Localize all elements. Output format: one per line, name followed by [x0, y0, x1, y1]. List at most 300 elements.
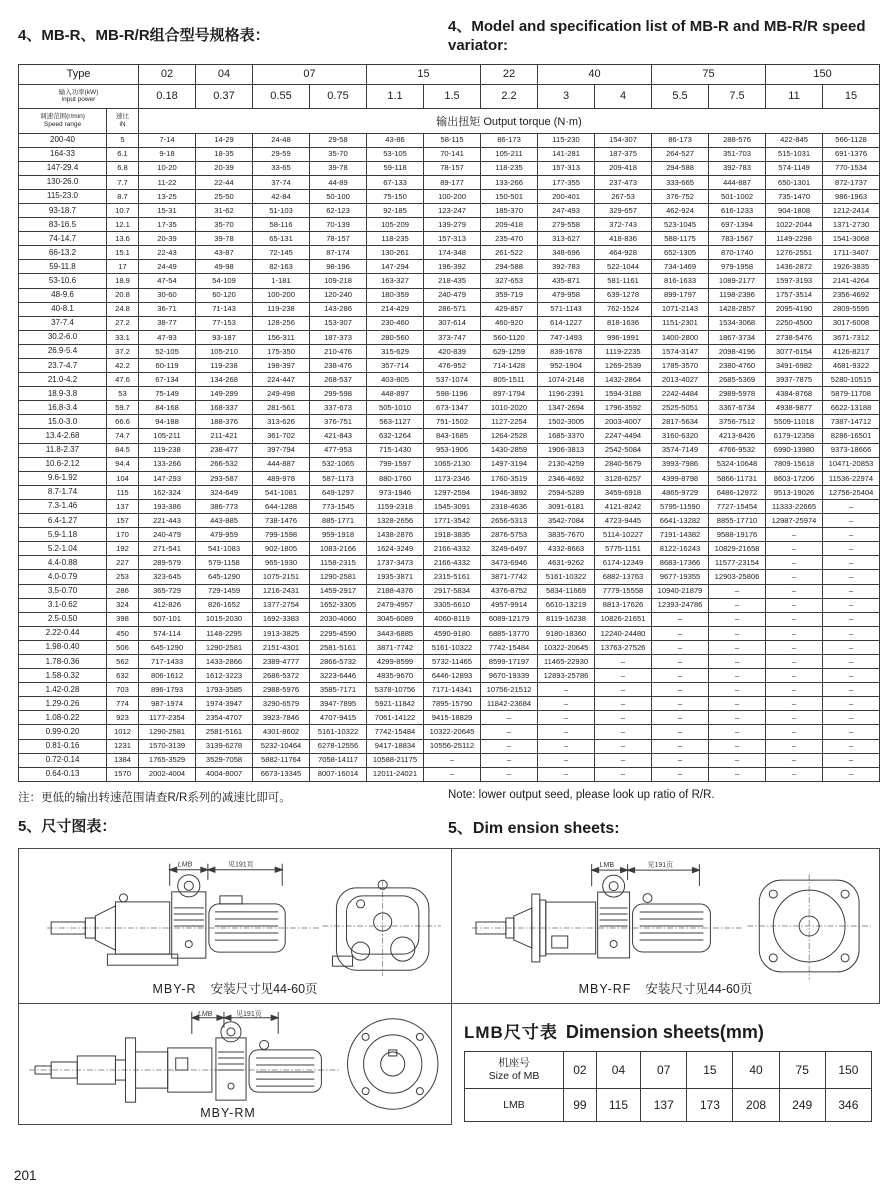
torque-cell: 5378-10756 [367, 683, 424, 697]
speed-range-cell: 130-26.0 [19, 175, 107, 189]
dim-lmb-label: LMB [599, 861, 614, 869]
power-value: 4 [595, 84, 652, 108]
torque-cell: – [766, 584, 823, 598]
torque-cell: 587-1173 [310, 471, 367, 485]
type-col: 02 [139, 64, 196, 84]
torque-cell: – [652, 767, 709, 781]
torque-cell: 3491-6982 [766, 359, 823, 373]
torque-cell: 477-953 [310, 443, 367, 457]
torque-cell: 72-145 [253, 246, 310, 260]
torque-cell: 714-1428 [481, 359, 538, 373]
type-col: 04 [196, 64, 253, 84]
torque-cell: – [538, 683, 595, 697]
lmb-row-label: LMB [465, 1088, 564, 1121]
spec-row [19, 147, 880, 161]
spec-row [19, 274, 880, 288]
torque-cell: 1433-2866 [196, 654, 253, 668]
torque-cell: 522-1044 [595, 260, 652, 274]
ratio-cell: 42.2 [107, 359, 139, 373]
ratio-cell: 286 [107, 584, 139, 598]
ratio-cell: 1231 [107, 739, 139, 753]
torque-cell: 2013-4027 [652, 373, 709, 387]
torque-cell: 1269-2539 [595, 359, 652, 373]
torque-cell: 1624-3249 [367, 542, 424, 556]
torque-cell: 65-131 [253, 232, 310, 246]
torque-cell: 333-665 [652, 175, 709, 189]
torque-cell: 157-313 [424, 232, 481, 246]
spec-row [19, 514, 880, 528]
torque-cell: – [766, 683, 823, 697]
torque-cell: 505-1010 [367, 401, 424, 415]
torque-cell: 843-1685 [424, 429, 481, 443]
torque-cell: – [652, 626, 709, 640]
torque-cell: – [766, 725, 823, 739]
torque-cell: 109-218 [310, 274, 367, 288]
torque-cell: 1071-2143 [652, 302, 709, 316]
torque-cell: 52-105 [139, 344, 196, 358]
torque-cell: 1760-3519 [481, 471, 538, 485]
torque-cell: 180-359 [367, 288, 424, 302]
torque-cell: 1290-2581 [196, 640, 253, 654]
spec-row [19, 246, 880, 260]
torque-cell: 986-1963 [823, 189, 880, 203]
spec-row [19, 711, 880, 725]
type-col: 22 [481, 64, 538, 84]
torque-cell: 60-120 [196, 288, 253, 302]
torque-cell: 523-1045 [652, 218, 709, 232]
torque-cell: 9513-19026 [766, 485, 823, 499]
torque-cell: – [595, 654, 652, 668]
spec-row [19, 570, 880, 584]
ratio-cell: 1384 [107, 753, 139, 767]
torque-cell: 3443-6885 [367, 626, 424, 640]
torque-cell: – [595, 739, 652, 753]
torque-cell: 12240-24480 [595, 626, 652, 640]
mby-rm-caption [19, 1106, 451, 1120]
torque-cell: – [766, 626, 823, 640]
ratio-cell: 18.9 [107, 274, 139, 288]
dimension-drawings [18, 848, 880, 1125]
spec-row [19, 499, 880, 513]
torque-cell: 67-133 [367, 175, 424, 189]
torque-cell: 2166-4332 [424, 556, 481, 570]
torque-cell: 280-560 [367, 330, 424, 344]
spec-row [19, 457, 880, 471]
torque-cell: 673-1347 [424, 401, 481, 415]
speed-range-cell: 21.0-4.2 [19, 373, 107, 387]
torque-cell: 163-327 [367, 274, 424, 288]
speed-range-cell: 26.9-5.4 [19, 344, 107, 358]
torque-cell: 24-48 [253, 133, 310, 147]
speed-label-cn: 调速范围(r/min) [40, 113, 85, 121]
torque-cell: 4213-8426 [709, 429, 766, 443]
torque-cell: 5161-10322 [310, 725, 367, 739]
torque-cell: 1541-3068 [823, 232, 880, 246]
torque-cell: 9373-18666 [823, 443, 880, 457]
torque-cell: 2242-4484 [652, 387, 709, 401]
torque-cell: 162-324 [139, 485, 196, 499]
speed-range-cell: 1.29-0.26 [19, 697, 107, 711]
spec-row [19, 542, 880, 556]
torque-cell: 118-235 [481, 161, 538, 175]
torque-cell: 100-200 [253, 288, 310, 302]
torque-cell: – [766, 598, 823, 612]
torque-cell: – [823, 669, 880, 683]
torque-cell: 134-268 [196, 373, 253, 387]
torque-cell: 953-1906 [424, 443, 481, 457]
torque-cell: 53-105 [367, 147, 424, 161]
torque-cell: 6610-13219 [538, 598, 595, 612]
spec-row [19, 697, 880, 711]
lmb-size-cell: 02 [564, 1051, 597, 1088]
torque-cell: 3128-6257 [595, 471, 652, 485]
torque-cell: 3923-7846 [253, 711, 310, 725]
torque-cell: 1015-2030 [196, 612, 253, 626]
torque-cell: 10826-21651 [595, 612, 652, 626]
torque-cell: 12756-25404 [823, 485, 880, 499]
torque-cell: 281-561 [253, 401, 310, 415]
torque-cell: 8119-16238 [538, 612, 595, 626]
speed-range-cell: 74-14.7 [19, 232, 107, 246]
torque-cell: 645-1290 [139, 640, 196, 654]
torque-cell: 1089-2177 [709, 274, 766, 288]
torque-cell: 1497-3194 [481, 457, 538, 471]
torque-cell: 1692-3383 [253, 612, 310, 626]
ratio-cell: 7.7 [107, 175, 139, 189]
torque-cell: 1946-3892 [481, 485, 538, 499]
torque-cell: 200-401 [538, 189, 595, 203]
torque-cell: – [652, 725, 709, 739]
torque-cell: 443-885 [196, 514, 253, 528]
torque-cell: 365-729 [139, 584, 196, 598]
torque-cell: 9677-19355 [652, 570, 709, 584]
torque-cell: 489-978 [253, 471, 310, 485]
torque-cell: 805-1511 [481, 373, 538, 387]
torque-cell: – [709, 584, 766, 598]
torque-cell: 249-498 [253, 387, 310, 401]
torque-cell: 4723-9445 [595, 514, 652, 528]
torque-cell: – [709, 640, 766, 654]
torque-cell: 1545-3091 [424, 499, 481, 513]
torque-cell: 3585-7171 [310, 683, 367, 697]
torque-cell: 1574-3147 [652, 344, 709, 358]
torque-cell: 294-588 [652, 161, 709, 175]
type-col: 150 [766, 64, 880, 84]
torque-cell: – [823, 739, 880, 753]
torque-cell: 1371-2730 [823, 218, 880, 232]
speed-range-cell: 147-29.4 [19, 161, 107, 175]
torque-cell: 50-100 [310, 189, 367, 203]
torque-cell: 89-177 [424, 175, 481, 189]
torque-cell: – [709, 697, 766, 711]
torque-cell: 6990-13980 [766, 443, 823, 457]
torque-cell: 3473-6946 [481, 556, 538, 570]
torque-cell: 1597-3193 [766, 274, 823, 288]
torque-cell: 1906-3813 [538, 443, 595, 457]
torque-cell: 209-418 [595, 161, 652, 175]
ratio-cell: 137 [107, 499, 139, 513]
speed-range-cell: 15.0-3.0 [19, 415, 107, 429]
power-value: 2.2 [481, 84, 538, 108]
spec-row [19, 344, 880, 358]
spec-row [19, 203, 880, 217]
torque-cell: 902-1805 [253, 542, 310, 556]
torque-cell: 501-1002 [709, 189, 766, 203]
torque-cell: 3671-7312 [823, 330, 880, 344]
torque-cell: 644-1288 [253, 499, 310, 513]
torque-cell: 5834-11669 [538, 584, 595, 598]
torque-cell: 221-443 [139, 514, 196, 528]
torque-cell: – [709, 612, 766, 626]
torque-cell: 4835-9670 [367, 669, 424, 683]
torque-cell: 629-1259 [481, 344, 538, 358]
spec-row [19, 415, 880, 429]
ratio-header [107, 108, 139, 133]
torque-cell: 7058-14117 [310, 753, 367, 767]
torque-cell: 29-59 [253, 147, 310, 161]
spec-row [19, 260, 880, 274]
ratio-cell: 13.6 [107, 232, 139, 246]
torque-cell: 196-392 [424, 260, 481, 274]
torque-cell: 7-14 [139, 133, 196, 147]
torque-cell: 1711-3407 [823, 246, 880, 260]
torque-cell: 313-627 [538, 232, 595, 246]
torque-cell: 5232-10464 [253, 739, 310, 753]
torque-cell: 7171-14341 [424, 683, 481, 697]
note-cn: 注：更低的输出转速范围请查R/R系列的减速比即可。 [18, 791, 291, 804]
torque-cell: 20-39 [196, 161, 253, 175]
speed-range-cell: 40-8.1 [19, 302, 107, 316]
torque-cell: 1075-2151 [253, 570, 310, 584]
torque-cell: 12893-25786 [538, 669, 595, 683]
speed-range-cell: 13.4-2.68 [19, 429, 107, 443]
torque-cell: 2295-4590 [310, 626, 367, 640]
torque-cell: – [481, 725, 538, 739]
torque-cell: 3017-6008 [823, 316, 880, 330]
torque-cell: 10556-25112 [424, 739, 481, 753]
section4-title-cn: 4、MB-R、MB-R/R组合型号规格表： [18, 27, 270, 44]
spec-row [19, 753, 880, 767]
torque-cell: 1432-2864 [595, 373, 652, 387]
torque-cell: 1612-3223 [196, 669, 253, 683]
torque-cell: – [481, 753, 538, 767]
torque-cell: – [595, 725, 652, 739]
dim-lmb-label: LMB [197, 1010, 213, 1018]
torque-cell: 12903-25806 [709, 570, 766, 584]
torque-cell: 1216-2431 [253, 584, 310, 598]
dim-page-label: 见191页 [236, 1010, 262, 1018]
torque-cell: 420-839 [424, 344, 481, 358]
torque-cell: 885-1771 [310, 514, 367, 528]
torque-cell: 348-696 [538, 246, 595, 260]
drawing-panel-mby-r [18, 848, 452, 1004]
torque-cell: 75-149 [139, 387, 196, 401]
torque-cell: – [766, 542, 823, 556]
mby-r-note: 安装尺寸见44-60页 [210, 981, 318, 996]
torque-cell: – [709, 654, 766, 668]
torque-cell: 4004-8007 [196, 767, 253, 781]
torque-cell: 9417-18834 [367, 739, 424, 753]
power-label-en: input power [61, 96, 96, 103]
torque-cell: 25-50 [196, 189, 253, 203]
ratio-cell: 8.7 [107, 189, 139, 203]
torque-cell: 541-1081 [253, 485, 310, 499]
lmb-title [464, 1018, 880, 1043]
lmb-value-cell: 208 [733, 1088, 779, 1121]
torque-cell: 70-139 [310, 218, 367, 232]
lmb-value-cell: 249 [779, 1088, 825, 1121]
power-row [19, 84, 880, 108]
speed-range-cell: 8.7-1.74 [19, 485, 107, 499]
torque-cell: 105-211 [481, 147, 538, 161]
torque-cell: 4766-9532 [709, 443, 766, 457]
torque-cell: 11536-22974 [823, 471, 880, 485]
torque-cell: 376-751 [310, 415, 367, 429]
torque-cell: 8007-16014 [310, 767, 367, 781]
spec-row [19, 654, 880, 668]
torque-cell: – [595, 753, 652, 767]
torque-cell: 2354-4707 [196, 711, 253, 725]
speed-range-cell: 6.4-1.27 [19, 514, 107, 528]
type-row [19, 64, 880, 84]
power-value: 5.5 [652, 84, 709, 108]
torque-cell: 2188-4376 [367, 584, 424, 598]
ratio-cell: 923 [107, 711, 139, 725]
torque-cell: – [709, 598, 766, 612]
torque-cell: – [823, 654, 880, 668]
power-value: 7.5 [709, 84, 766, 108]
torque-cell: – [823, 697, 880, 711]
torque-cell: 29-58 [310, 133, 367, 147]
torque-cell: 12011-24021 [367, 767, 424, 781]
torque-cell: – [823, 584, 880, 598]
torque-cell: 1065-2130 [424, 457, 481, 471]
torque-cell: 4376-8752 [481, 584, 538, 598]
torque-cell: 806-1612 [139, 669, 196, 683]
torque-cell: 2809-5595 [823, 302, 880, 316]
lmb-size-header [465, 1051, 564, 1088]
torque-cell: 6174-12349 [595, 556, 652, 570]
torque-cell: 2130-4259 [538, 457, 595, 471]
torque-cell: 1-181 [253, 274, 310, 288]
torque-cell: 3459-6918 [595, 485, 652, 499]
torque-cell: 3139-6278 [196, 739, 253, 753]
torque-cell: 147-293 [139, 471, 196, 485]
spec-row [19, 767, 880, 781]
torque-cell: 293-587 [196, 471, 253, 485]
torque-cell: – [766, 556, 823, 570]
ratio-cell: 6.1 [107, 147, 139, 161]
speed-range-cell: 30.2-6.0 [19, 330, 107, 344]
torque-cell: – [595, 711, 652, 725]
torque-cell: 2581-5161 [196, 725, 253, 739]
torque-cell: 105-211 [139, 429, 196, 443]
spec-row [19, 189, 880, 203]
torque-cell: 762-1524 [595, 302, 652, 316]
torque-cell: 11-22 [139, 175, 196, 189]
torque-cell: 1785-3570 [652, 359, 709, 373]
torque-cell: 1149-2298 [766, 232, 823, 246]
torque-cell: 799-1598 [253, 528, 310, 542]
lmb-value-cell: 346 [825, 1088, 871, 1121]
ratio-cell: 170 [107, 528, 139, 542]
torque-cell: 1377-2754 [253, 598, 310, 612]
torque-cell: 826-1652 [196, 598, 253, 612]
torque-cell: 35-70 [196, 218, 253, 232]
torque-cell: – [538, 711, 595, 725]
torque-cell: 697-1394 [709, 218, 766, 232]
ratio-cell: 506 [107, 640, 139, 654]
torque-cell: 6179-12358 [766, 429, 823, 443]
torque-cell: 2250-4500 [766, 316, 823, 330]
torque-cell: 818-1636 [595, 316, 652, 330]
torque-cell: 1173-2346 [424, 471, 481, 485]
torque-cell: 1148-2295 [196, 626, 253, 640]
lmb-value-cell: 137 [641, 1088, 687, 1121]
ratio-cell: 74.7 [107, 429, 139, 443]
torque-cell: 118-235 [367, 232, 424, 246]
torque-cell: 4938-9877 [766, 401, 823, 415]
speed-range-cell: 0.81-0.16 [19, 739, 107, 753]
torque-cell: 3045-6089 [367, 612, 424, 626]
torque-cell: 8599-17197 [481, 654, 538, 668]
torque-cell: – [538, 725, 595, 739]
torque-cell: 7742-15484 [367, 725, 424, 739]
torque-cell: – [538, 767, 595, 781]
torque-cell: – [709, 669, 766, 683]
mby-rm-model: MBY-RM [200, 1105, 256, 1120]
torque-cell: 198-397 [253, 359, 310, 373]
torque-cell: 2095-4190 [766, 302, 823, 316]
torque-cell: 323-645 [139, 570, 196, 584]
torque-cell: – [424, 753, 481, 767]
torque-cell: – [823, 626, 880, 640]
torque-cell: 729-1459 [196, 584, 253, 598]
torque-cell: 3993-7986 [652, 457, 709, 471]
torque-cell: – [823, 528, 880, 542]
torque-cell: 1290-2581 [310, 570, 367, 584]
torque-cell: 315-629 [367, 344, 424, 358]
torque-cell: 327-653 [481, 274, 538, 288]
torque-cell: 149-299 [196, 387, 253, 401]
torque-cell: 238-476 [310, 359, 367, 373]
torque-cell: 2247-4494 [595, 429, 652, 443]
spec-row [19, 302, 880, 316]
mby-r-caption [19, 979, 451, 997]
speed-range-cell: 83-16.5 [19, 218, 107, 232]
torque-cell: 299-598 [310, 387, 367, 401]
torque-cell: 6882-13763 [595, 570, 652, 584]
torque-cell: 3937-7875 [766, 373, 823, 387]
torque-cell: 2817-5634 [652, 415, 709, 429]
ratio-cell: 703 [107, 683, 139, 697]
torque-cell: – [823, 556, 880, 570]
torque-cell: 735-1470 [766, 189, 823, 203]
torque-cell: 37-74 [253, 175, 310, 189]
torque-cell: 1127-2254 [481, 415, 538, 429]
speed-range-cell: 5.9-1.18 [19, 528, 107, 542]
torque-cell: 870-1740 [709, 246, 766, 260]
torque-cell: 267-53 [595, 189, 652, 203]
torque-cell: 4590-9180 [424, 626, 481, 640]
torque-cell: 421-843 [310, 429, 367, 443]
torque-cell: 9-18 [139, 147, 196, 161]
torque-cell: 6278-12556 [310, 739, 367, 753]
torque-cell: 247-493 [538, 203, 595, 217]
torque-cell: 51-103 [253, 203, 310, 217]
torque-cell: – [709, 711, 766, 725]
mby-rf-caption [452, 979, 879, 997]
